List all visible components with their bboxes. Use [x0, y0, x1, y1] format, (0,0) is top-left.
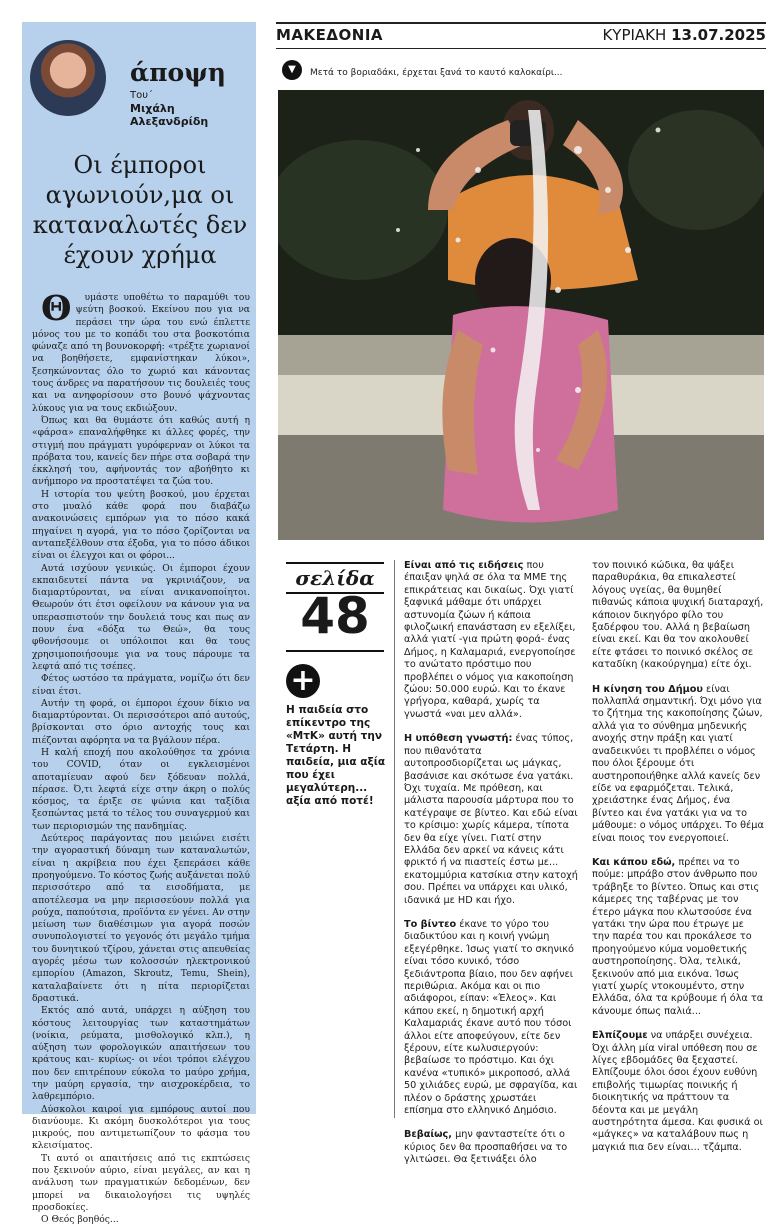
page-badge [286, 562, 384, 652]
paragraph-lead: Βεβαίως, [404, 1129, 452, 1141]
paragraph-lead: Και κάπου εδώ, [592, 856, 676, 868]
opinion-paragraph: Αυτά ισχύουν γενικώς. Οι έμποροι έχουν εκπαιδευτεί πάντα να γκρινιάζουν, να διαμαρτύρονται, να είναι ανικανοποίητοι. Θεωρούν ότι έτσι οφείλουν να κάνουν για να υπερασπιστούν την δουλειά τους και πως αν πουν ένα «δόξα τω Θεώ», θα τους φθονήσουμε οι υπόλοιποι και θα τους χρησιμοποιήσουμε για να τους πάρουμε τα λεφτά από τις τσέπες. [32, 562, 250, 672]
header-rule [276, 48, 766, 49]
paragraph-lead: Η υπόθεση γνωστή: [404, 733, 513, 745]
date-label: 13.07.2025 [671, 26, 766, 44]
paragraph-text: να υπάρξει συνέχεια. Όχι άλλη μία viral υπόθεση που σε λίγες εβδομάδες θα ξεχαστεί. Ελπίζουμε όλοι όσοι έχουν ευθύνη επιβολής τιμωρίας ποινικής ή διοικητικής να πράττουν τα δέοντα και με μεγάλη αυστηρότητα άμεσα. Και φυσικά οι «μάγκες» να καταλάβουν πως η μαγκιά πια δεν είναι... τζάμπα. [592, 1030, 763, 1153]
opinion-paragraph: Η καλή εποχή που ακολούθησε τα χρόνια του COVID, όταν οι εγκλεισμένοι αποταμίευαν αφού δεν ξόδευαν πολλά, πέρασε. Ό,τι λεφτά είχε στην άκρη ο πολύς κόσμος, τα έριξε σε ψώνια και ταξίδια ξεσπώντας μετά το τέλος του συναγερμού και των περιορισμών της πανδημίας. [32, 746, 250, 832]
article-paragraph [592, 857, 764, 1018]
article-column-2 [592, 560, 764, 1166]
header-rule [276, 22, 766, 24]
paragraph-text: μην φανταστείτε ότι ο κύριος δεν θα προσπαθήσει να το γλιτώσει. Θα ξετινάξει όλο [404, 1129, 568, 1166]
author-prefix: Του΄ [130, 90, 154, 101]
article-column-1 [404, 560, 578, 1179]
paragraph-text: είναι πολλαπλά σημαντική. Όχι μόνο για το ζήτημα της κακοποίησης ζώων, αλλά για το σύνθημα μηδενικής ανοχής στην πράξη και γιατί αναδεικνύει τι προβλέπει ο νόμος που όλοι ξέρουμε ότι αυστηροποιήθηκε αλλά κανείς δεν είδε να εφαρμόζεται. Τελικά, χρειάστηκε ένας Δήμος, ένα βίντεο και ένα γατάκι για να το μάθουμε: ο νόμος υπάρχει. Το θέμα είναι ποιος τον ενεργοποιεί. [592, 683, 764, 844]
paragraph-lead: Η κίνηση του Δήμου [592, 683, 703, 695]
side-note: Η παιδεία στο επίκεντρο της «ΜτΚ» αυτή την Τετάρτη. Η παιδεία, μια αξία που έχει μεγαλύτερη... αξία από ποτέ! [286, 704, 386, 807]
opinion-paragraph: Θυμάστε υποθέτω το παραμύθι του ψεύτη βοσκού. Εκείνου που για να περάσει την ώρα του ενώ έπλεττε μόνος του με το κοπάδι του στα βοσκοτόπια φώναζε από τη βουνοκορφή: «τρέξτε χωριανοί να βοηθήσετε, εμφανίστηκαν λύκοι», ξεσηκώνοντας όλο το χωριό και κάνοντας τους άνδρες να παρατήσουν τις δουλειές τους και να ανηφορίσουν στο βουνό ψάχνοντας λύκους για να τους εκδιώξουν. [32, 288, 250, 414]
opinion-paragraph: Εκτός από αυτά, υπάρχει η αύξηση του κόστους λειτουργίας των καταστημάτων (νοίκια, ρεύματα, μισθολογικό κλπ.), η αύξηση των φορολογικών απαιτήσεων του κράτους και- κυρίως- οι νέοι τρόποι ελέγχου που δεν επιτρέπουν εύκολα το μαύρο χρήμα, την μαύρη εργασία, την αισχροκέρδεια, το λαθρεμπόριο. [32, 1005, 250, 1103]
article-paragraph [404, 560, 578, 721]
news-photo [278, 90, 764, 540]
opinion-label: άποψη [130, 58, 226, 87]
author-name: Μιχάλη Αλεξανδρίδη [130, 102, 209, 128]
badge-rule [286, 562, 384, 564]
article-paragraph [404, 1129, 578, 1166]
paragraph-text: ένας τύπος, που πιθανότατα αυτοπροσδιορίζεται ως μάγκας, βασάνισε και σκότωσε ένα γατάκι. Όχι τυχαία. Με πρόθεση, και μάλιστα παρουσία μάρτυρα που το κατέγραψε σε βίντεο. Και εδώ είναι το κρίσιμο: χωρίς κάμερα, τίποτα δεν θα είχε γίνει. Γιατί στην Ελλάδα δεν αρκεί να κάνεις κάτι φρικτό ή να πιαστείς έστω με... εκατομμύρια κατσίκια στην κατοχή σου. Πρέπει να υπάρχει και υλικό, ιδανικά με HD και ήχο. [404, 733, 578, 906]
article-paragraph [404, 919, 578, 1118]
paragraph-text: πρέπει να το πούμε: μπράβο στον άνθρωπο που τράβηξε το βίντεο. Όπως και στις κάμερες της ταβέρνας με τον έτερο μάγκα που κλωτσούσε ένα γατάκι την ώρα που έτρωγε με την παρέα του και προκάλεσε το προηγούμενο κύμα νομοθετικής αυστηροποίησης. Όλα, τελικά, ξεκινούν από μια εικόνα. Ίσως γιατί χωρίς ντοκουμέντο, στην Ελλάδα, όλα τα κρύβουμε ή όλα τα κάνουμε όπως παλιά... [592, 856, 764, 1017]
opinion-paragraph: Ο Θεός βοηθός... [41, 1214, 119, 1226]
opinion-paragraph: Αυτήν τη φορά, οι έμποροι έχουν δίκιο να διαμαρτύρονται. Οι περισσότεροι από αυτούς, βρίσκονται στο όριο αντοχής τους και πιέζονται αφόρητα να τα βγάλουν πέρα. [32, 697, 250, 746]
paragraph-text: που έπαιξαν ψηλά σε όλα τα ΜΜΕ της επικράτειας και δικαίως. Όχι γιατί ξαφνικά μάθαμε ότι υπάρχει αστυνομία ζώων ή κάποια φιλοζωική επανάσταση εν εξελίξει, αλλά γιατί -για πρώτη φορά- ένας Δήμος, η Καλαμαριά, ενεργοποίησε το ανώτατο πρόστιμο που προβλέπει ο νόμος για κακοποίηση ζώου: 50.000 ευρώ. Και το έκανε γρήγορα, καθαρά, χωρίς τα γνωστά «ναι μεν αλλά». [404, 560, 576, 720]
author-photo [30, 40, 106, 116]
paragraph-text: τον ποινικό κώδικα, θα ψάξει παραθυράκια, θα επικαλεστεί λόγους υγείας, θα θυμηθεί πιθανώς κάποια ψυχική διαταραχή, κάποιον δικηγόρο φίλο του ξαδέρφου του. Αλλά η βεβαίωση είναι εκεί. Και θα τον ακολουθεί είτε φτάσει το ποινικό σκέλος σε καταδίκη (κακούργημα) είτε όχι. [592, 560, 764, 671]
page-label: σελίδα [295, 566, 375, 590]
photo-illustration [278, 90, 764, 540]
opinion-paragraph: Φέτος ωστόσο τα πράγματα, νομίζω ότι δεν είναι έτσι. [32, 673, 250, 697]
article-paragraph [592, 684, 764, 845]
date-line [602, 26, 766, 44]
opinion-headline: Οι έμποροι αγωνιούν,μα οι καταναλωτές δεν έχουν χρήμα [32, 151, 248, 269]
paragraph-text: έκανε το γύρο του διαδικτύου και η κοινή γνώμη εξεγέρθηκε. Ίσως γιατί το σκηνικό είναι τόσο κυνικό, τόσο ξεδιάντροπα βίαιο, που δεν αφήνει περιθώρια. Ακόμα και οι πιο αδιάφοροι, είπαν: «Έλεος». Και κάπου εκεί, η δημοτική αρχή Καλαμαριάς έκανε αυτό που τόσοι άλλοι είτε αποφεύγουν, είτε δεν ξέρουν, είτε κωλυσιεργούν: βεβαίωσε το πρόστιμο. Και όχι κανένα «τυπικό» μικροποσό, αλλά 50 χιλιάδες ευρώ, με σφραγίδα, και πλέον ο δράστης χρωστάει επίσημα στο ελληνικό Δημόσιο. [404, 918, 578, 1117]
opinion-paragraph: Η ιστορία του ψεύτη βοσκού, μου έρχεται στο μυαλό κάθε φορά που διαβάζω ανακοινώσεις εμπόρων για το πόσο κακά πηγαίνει η αγορά, για το πόσο ζορίζονται να ανταπεξέλθουν στα έξοδα, για το πόσο άδικοι είναι οι έλεγχοι και οι φόροι... [32, 488, 250, 562]
opinion-paragraph: Τι αυτό οι απαιτήσεις από τις εκπτώσεις που ξεκινούν αύριο, είναι μεγάλες, αν και η ανάλυση των πραγματικών δεδομένων, δεν μπορεί να δικαιολογήσει τις υψηλές προσδοκίες. [32, 1152, 250, 1213]
page-number: 48 [300, 587, 370, 645]
opinion-column [22, 22, 256, 1226]
opinion-body [32, 288, 250, 1227]
column-divider [394, 560, 395, 1118]
article-paragraph [404, 733, 578, 907]
paragraph-lead: Το βίντεο [404, 918, 457, 930]
paragraph-lead: Ελπίζουμε [592, 1030, 648, 1042]
section-title: ΜΑΚΕΔΟΝΙΑ [276, 26, 384, 44]
opinion-paragraph: Δύσκολοι καιροί για εμπόρους αυτοί που διανύουμε. Κι ακόμη δυσκολότεροι για τους μικρούς, που αντιμετωπίζουν το φάσμα του κλεισίματος. [32, 1103, 250, 1152]
plus-icon: + [286, 664, 320, 698]
triangle-down-icon: ▼ [282, 60, 302, 80]
photo-caption: Μετά το βοριαδάκι, έρχεται ξανά το καυτό καλοκαίρι... [310, 68, 563, 78]
opinion-paragraph: Δεύτερος παράγοντας που μειώνει εισέτι την αγοραστική δύναμη των καταναλωτών, είναι η ακρίβεια που έχει ξεπεράσει κάθε προηγούμενο. Το κόστος ζωής αυξάνεται πολύ περισσότερο από τα εισοδήματα, με αποτέλεσμα να μην περισσεύουν πολλά για ρούχα, παπούτσια, προϊόντα εν γένει. Αν στην μείωση των διαθέσιμων για αγορά ποσών συνυπολογιστεί το γεγονός ότι μεγάλο τμήμα του δυνητικού τζίρου, χάνεται στις απευθείας αγορές μέσω των κολοσσών ηλεκτρονικού εμπορίου (Amazon, Skroutz, Temu, Shein), καταλαβαίνετε ότι η πίτα περιορίζεται δραστικά. [32, 833, 250, 1004]
day-label: ΚΥΡΙΑΚΗ [602, 26, 667, 44]
badge-rule [286, 650, 384, 652]
opinion-paragraph: Όπως και θα θυμάστε ότι καθώς αυτή η «φάρσα» επαναλήφθηκε κι άλλες φορές, την στιγμή που πράγματι γυρόφερναν οι λύκοι τα πρόβατα του, κανείς δεν πήρε στα σοβαρά την έκκλησή του, αφήνοντάς τον αβοήθητο κι ανήμπορο να προστατέψει τα ζώα του. [32, 414, 250, 488]
article-paragraph [592, 560, 764, 672]
paragraph-lead: Είναι από τις ειδήσεις [404, 560, 524, 571]
article-paragraph [592, 1030, 764, 1154]
